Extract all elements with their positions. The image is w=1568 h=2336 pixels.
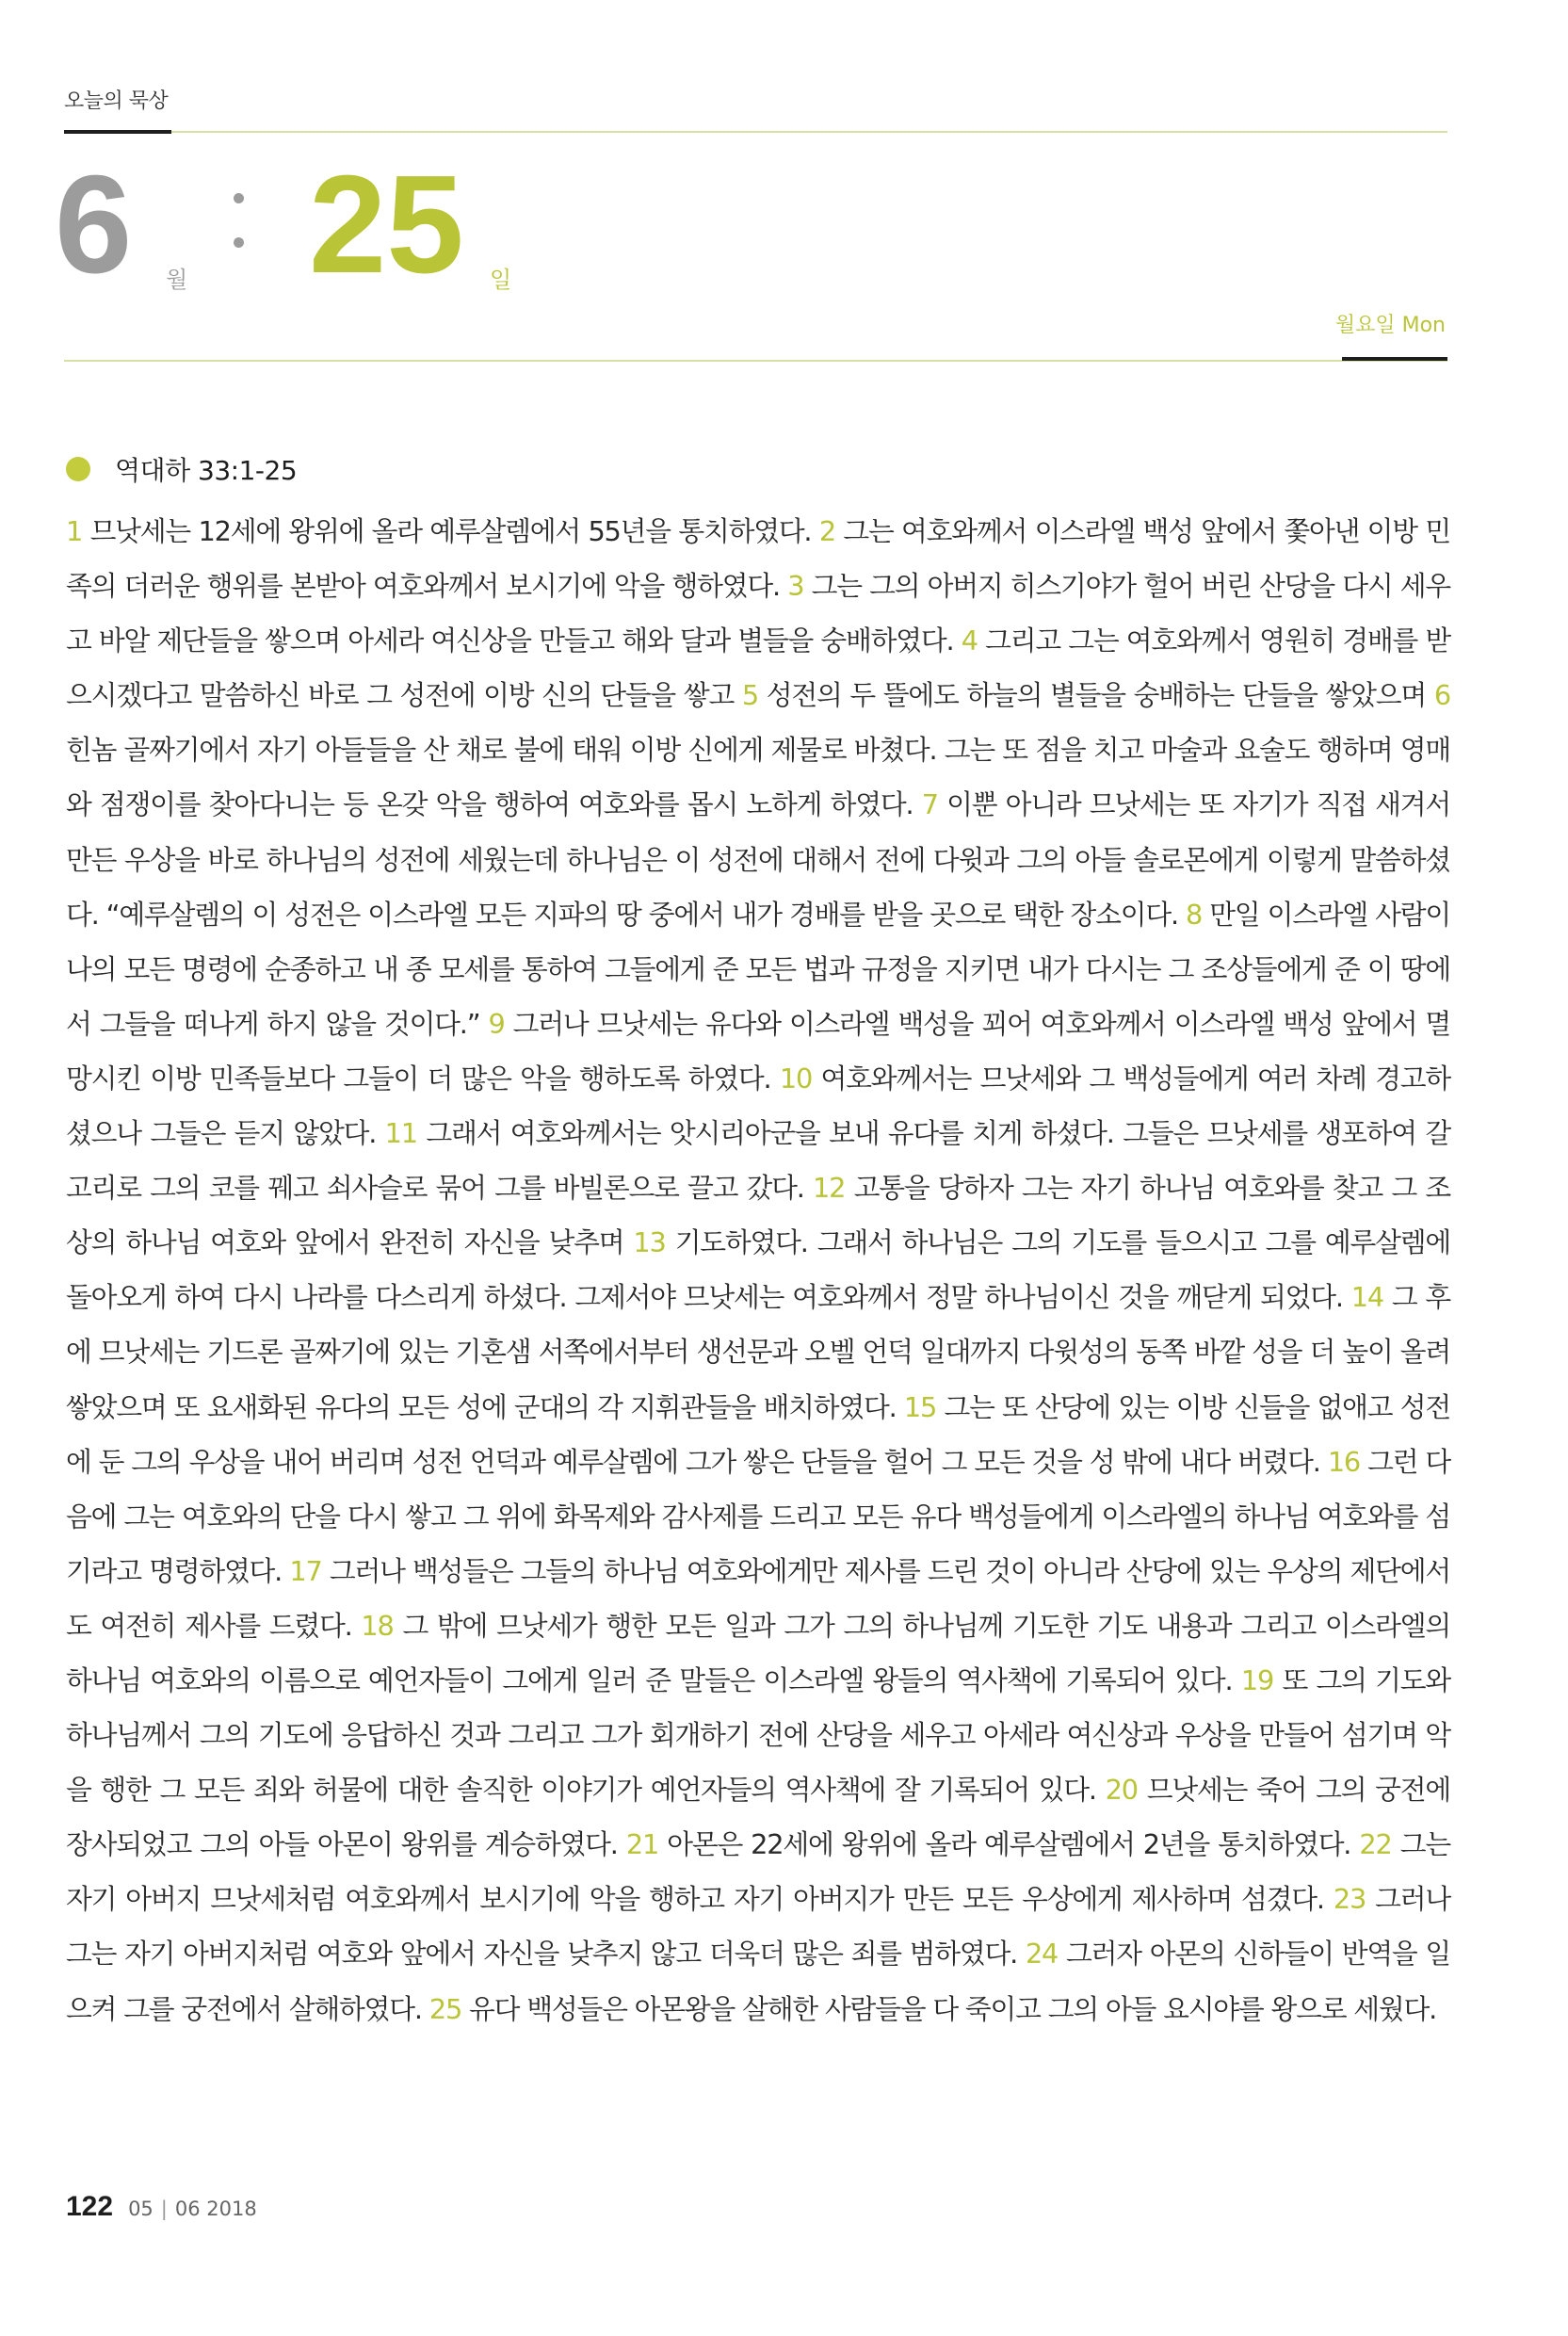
verse-number: 19 bbox=[1240, 1663, 1274, 1696]
section-label: 오늘의 묵상 bbox=[64, 89, 169, 113]
verse-text: 그는 여호와께서 이스라엘 백성 앞에서 쫓아낸 이방 민족의 더러운 행위를 본받아 여호와께서 보시기에 악을 행하였다. bbox=[66, 515, 1450, 603]
verse-text: 그리고 그는 여호와께서 영원히 경배를 받으시겠다고 말씀하신 바로 그 성전에 이방 신의 단들을 쌓고 bbox=[66, 625, 1450, 712]
verse-number: 22 bbox=[1359, 1828, 1392, 1861]
page-number: 122 bbox=[66, 2191, 114, 2222]
verse-number: 1 bbox=[66, 515, 83, 547]
verse-number: 11 bbox=[384, 1117, 417, 1150]
scripture-body bbox=[66, 504, 1450, 2036]
verse-text: 므낫세는 죽어 그의 궁전에 장사되었고 그의 아들 아몬이 왕위를 계승하였다. bbox=[66, 1774, 1450, 1861]
verse-number: 3 bbox=[787, 570, 804, 603]
verse-number: 14 bbox=[1350, 1281, 1383, 1314]
header-rule-bottom bbox=[64, 360, 1447, 362]
verse-text: 그 밖에 므낫세가 행한 모든 일과 그가 그의 하나님께 기도한 기도 내용과 그리고 이스라엘의 하나님 여호와의 이름으로 예언자들이 그에게 일러 준 말들은 이스라엘 왕들의 역사책에 기록되어 있다. bbox=[66, 1609, 1450, 1696]
reference-bullet-icon bbox=[66, 457, 90, 481]
verse-number: 12 bbox=[813, 1172, 846, 1205]
verse-number: 17 bbox=[289, 1554, 322, 1587]
verse-text: 그 후에 므낫세는 기드론 골짜기에 있는 기혼샘 서쪽에서부터 생선문과 오벨 언덕 일대까지 다윗성의 동쪽 바깥 성을 더 높이 올려 쌓았으며 또 요새화된 유다의 모든 성에 군대의 각 지휘관들을 배치하였다. bbox=[66, 1281, 1450, 1423]
issue-date bbox=[128, 2198, 257, 2220]
verse-number: 9 bbox=[488, 1007, 505, 1040]
verse-number: 5 bbox=[741, 679, 758, 712]
verse-text: 그래서 여호와께서는 앗시리아군을 보내 유다를 치게 하셨다. 그들은 므낫세를 생포하여 갈고리로 그의 코를 꿰고 쇠사슬로 묶어 그를 바빌론으로 끌고 갔다. bbox=[66, 1117, 1450, 1205]
page-footer bbox=[66, 2191, 257, 2223]
verse-number: 8 bbox=[1186, 898, 1203, 931]
day-unit: 일 bbox=[490, 267, 512, 293]
day-number: 25 bbox=[309, 147, 464, 302]
verse-number: 24 bbox=[1025, 1938, 1059, 1971]
scripture-reference bbox=[66, 450, 297, 488]
reference-text: 역대하 33:1-25 bbox=[115, 455, 298, 486]
verse-text: 여호와께서는 므낫세와 그 백성들에게 여러 차례 경고하셨으나 그들은 듣지 않았다. bbox=[66, 1062, 1450, 1150]
verse-number: 23 bbox=[1333, 1883, 1366, 1916]
verse-number: 13 bbox=[633, 1226, 666, 1259]
verse-text: 그러자 아몬의 신하들이 반역을 일으켜 그를 궁전에서 살해하였다. bbox=[66, 1938, 1450, 2025]
verse-text: 만일 이스라엘 사람이 나의 모든 명령에 순종하고 내 종 모세를 통하여 그들에게 준 모든 법과 규정을 지키면 내가 다시는 그 조상들에게 준 이 땅에서 그들을 떠나게 하지 않을 것이다.” bbox=[66, 898, 1450, 1040]
verse-text: 힌놈 골짜기에서 자기 아들들을 산 채로 불에 태워 이방 신에게 제물로 바쳤다. 그는 또 점을 치고 마술과 요술도 행하며 영매와 점쟁이를 찾아다니는 등 온갖 악을 행하여 여호와를 몹시 노하게 하였다. bbox=[66, 734, 1450, 821]
issue-months: 05 bbox=[128, 2198, 154, 2220]
colon-separator bbox=[234, 193, 247, 282]
month-number: 6 bbox=[55, 147, 133, 302]
verse-number: 18 bbox=[361, 1609, 394, 1642]
verse-number: 21 bbox=[625, 1828, 659, 1861]
verse-text: 므낫세는 12세에 왕위에 올라 예루살렘에서 55년을 통치하였다. bbox=[89, 515, 812, 547]
verse-text: 그러나 므낫세는 유다와 이스라엘 백성을 꾀어 여호와께서 이스라엘 백성 앞에서 멸망시킨 이방 민족들보다 그들이 더 많은 악을 행하도록 하였다. bbox=[66, 1007, 1450, 1095]
verse-text: 고통을 당하자 그는 자기 하나님 여호와를 찾고 그 조상의 하나님 여호와 앞에서 완전히 자신을 낮추며 bbox=[66, 1172, 1450, 1259]
verse-number: 20 bbox=[1105, 1774, 1138, 1807]
verse-number: 6 bbox=[1433, 679, 1450, 712]
verse-text: 아몬은 22세에 왕위에 올라 예루살렘에서 2년을 통치하였다. bbox=[667, 1828, 1351, 1861]
weekday-underline bbox=[1342, 357, 1447, 361]
weekday: 월요일 Mon bbox=[1334, 314, 1446, 337]
verse-number: 7 bbox=[921, 788, 938, 821]
verse-number: 15 bbox=[903, 1390, 937, 1423]
issue-year: 06 2018 bbox=[174, 2198, 257, 2220]
verse-text: 그는 자기 아버지 므낫세처럼 여호와께서 보시기에 악을 행하고 자기 아버지가 만든 모든 우상에게 제사하며 섬겼다. bbox=[66, 1828, 1450, 1916]
verse-number: 10 bbox=[779, 1062, 813, 1095]
verse-number: 4 bbox=[961, 625, 978, 657]
verse-text: 그런 다음에 그는 여호와의 단을 다시 쌓고 그 위에 화목제와 감사제를 드리고 모든 유다 백성들에게 이스라엘의 하나님 여호와를 섬기라고 명령하였다. bbox=[66, 1445, 1450, 1587]
header-underline-dark bbox=[64, 130, 171, 134]
verse-number: 2 bbox=[818, 515, 835, 547]
verse-text: 그러나 백성들은 그들의 하나님 여호와에게만 제사를 드린 것이 아니라 산당에 있는 우상의 제단에서도 여전히 제사를 드렸다. bbox=[66, 1554, 1450, 1642]
verse-number: 25 bbox=[428, 1992, 462, 2025]
verse-text: 그는 그의 아버지 히스기야가 헐어 버린 산당을 다시 세우고 바알 제단들을 쌓으며 아세라 여신상을 만들고 해와 달과 별들을 숭배하였다. bbox=[66, 570, 1450, 657]
verse-text: 그러나 그는 자기 아버지처럼 여호와 앞에서 자신을 낮추지 않고 더욱더 많은 죄를 범하였다. bbox=[66, 1883, 1450, 1971]
verse-text: 이뿐 아니라 므낫세는 또 자기가 직접 새겨서 만든 우상을 바로 하나님의 성전에 세웠는데 하나님은 이 성전에 대해서 전에 다윗과 그의 아들 솔로몬에게 이렇게 말씀하셨다. “예루살렘의 이 성전은 이스라엘 모든 지파의 땅 중에서 내가 경배를 받을 곳으로 택한 장소이다. bbox=[66, 788, 1450, 931]
verse-text: 성전의 두 뜰에도 하늘의 별들을 숭배하는 단들을 쌓았으며 bbox=[766, 679, 1427, 712]
verse-number: 16 bbox=[1327, 1445, 1361, 1478]
month-unit: 월 bbox=[166, 267, 188, 293]
verse-text: 기도하였다. 그래서 하나님은 그의 기도를 들으시고 그를 예루살렘에 돌아오게 하여 다시 나라를 다스리게 하셨다. 그제서야 므낫세는 여호와께서 정말 하나님이신 것을 깨닫게 되었다. bbox=[66, 1226, 1450, 1314]
verse-text: 유다 백성들은 아몬왕을 살해한 사람들을 다 죽이고 그의 아들 요시야를 왕으로 세웠다. bbox=[469, 1992, 1437, 2025]
verse-text: 또 그의 기도와 하나님께서 그의 기도에 응답하신 것과 그리고 그가 회개하기 전에 산당을 세우고 아세라 여신상과 우상을 만들어 섬기며 악을 행한 그 모든 죄와 허물에 대한 솔직한 이야기가 예언자들의 역사책에 잘 기록되어 있다. bbox=[66, 1663, 1450, 1807]
issue-separator: | bbox=[160, 2198, 168, 2220]
verse-text: 그는 또 산당에 있는 이방 신들을 없애고 성전에 둔 그의 우상을 내어 버리며 성전 언덕과 예루살렘에 그가 쌓은 단들을 헐어 그 모든 것을 성 밖에 내다 버렸다. bbox=[66, 1390, 1450, 1478]
header-rule-top bbox=[171, 131, 1447, 133]
